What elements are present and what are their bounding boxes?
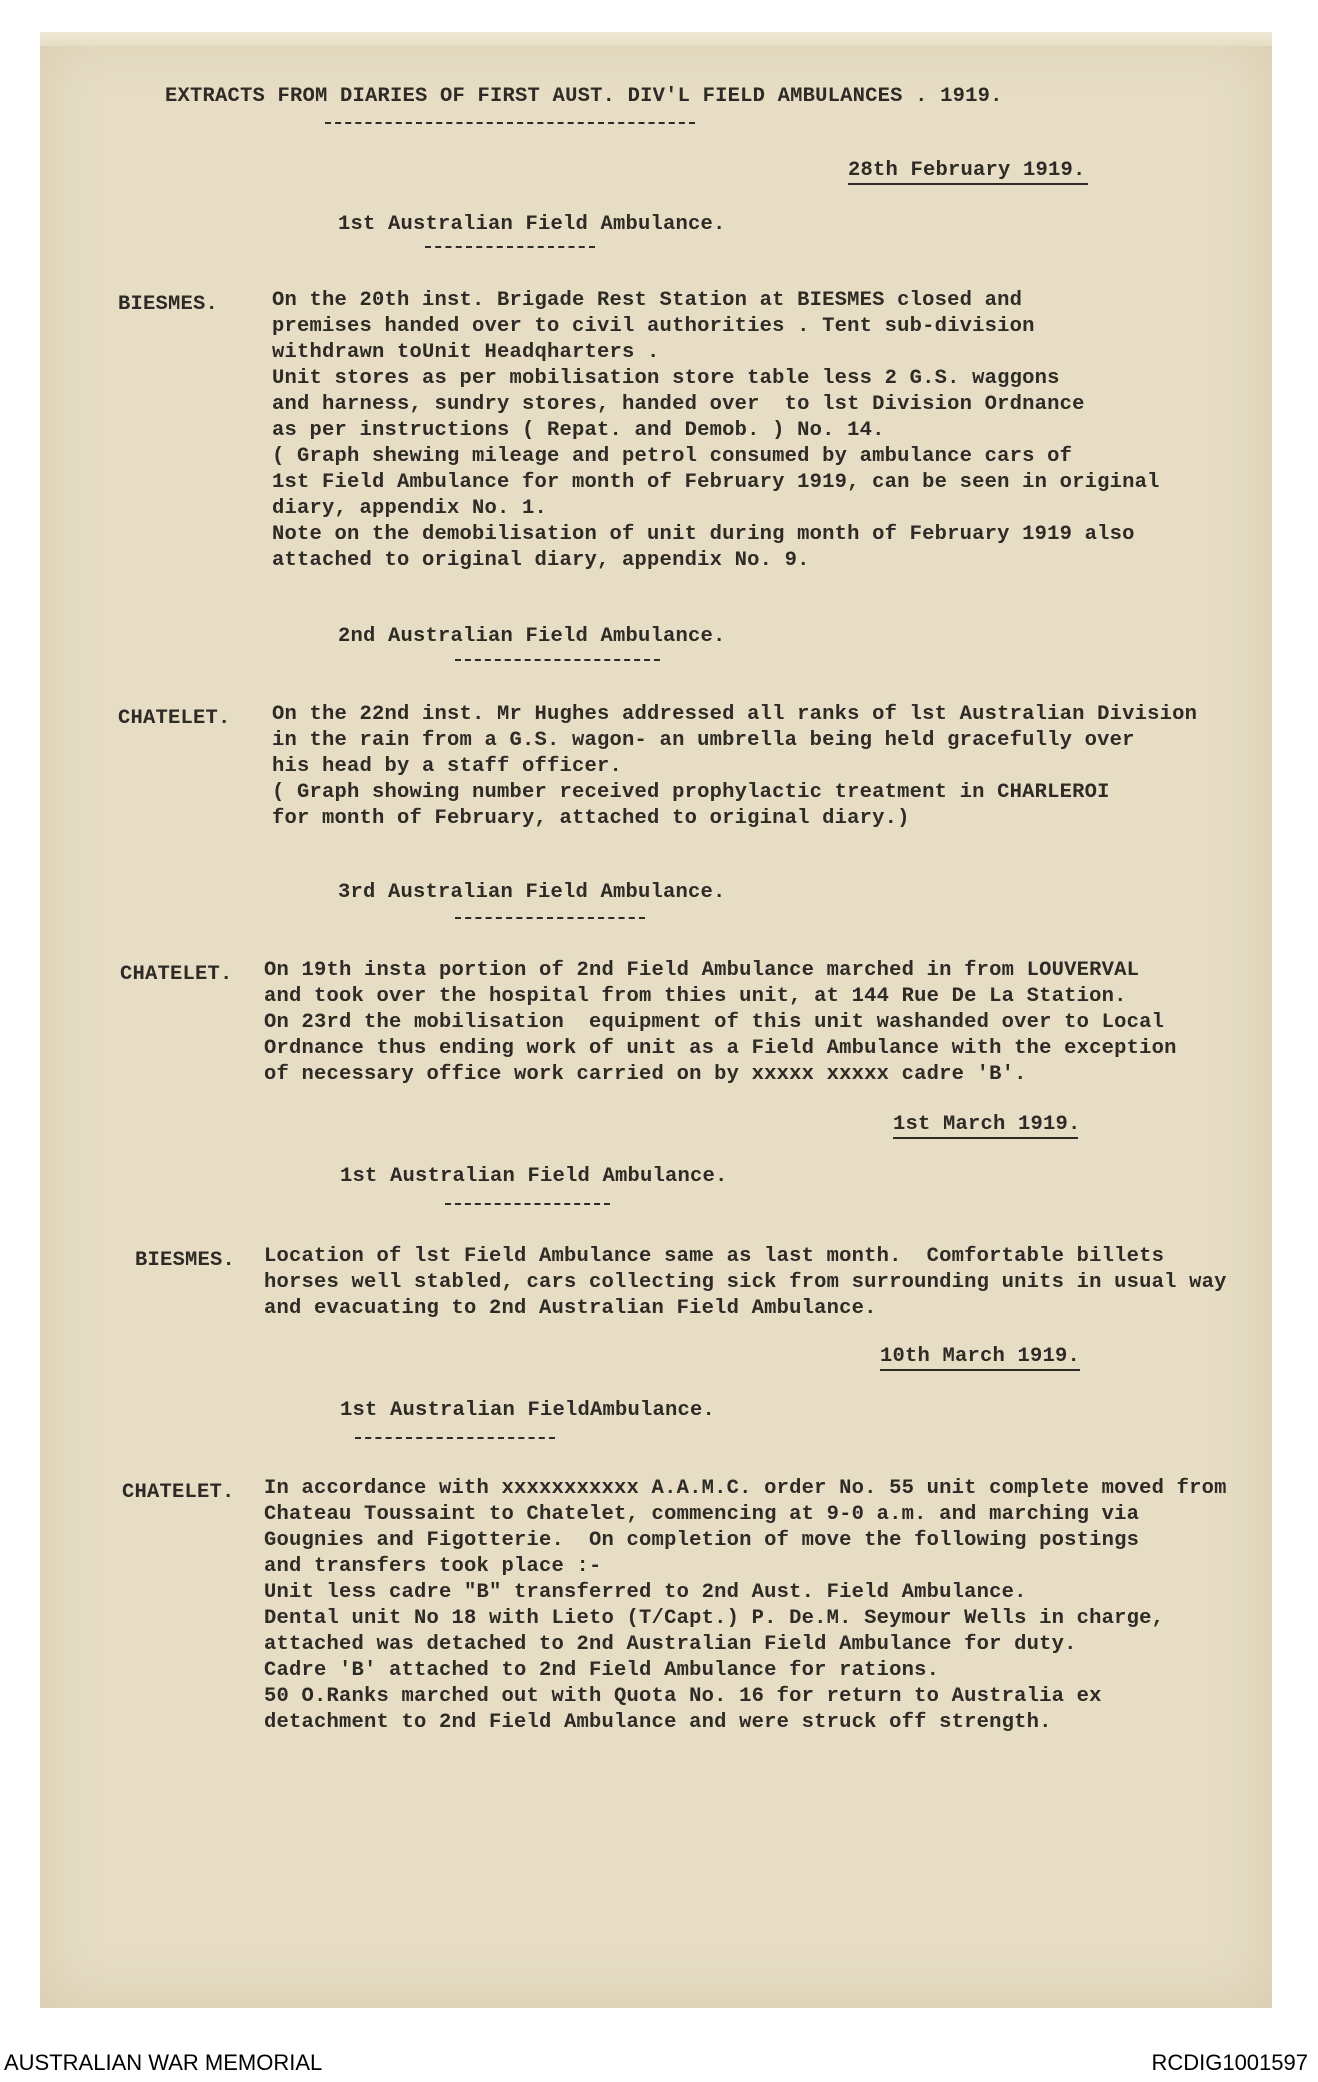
entry-line: and evacuating to 2nd Australian Field Ambulance. <box>264 1297 877 1320</box>
date-underline <box>848 183 1088 185</box>
entry-line: ( Graph shewing mileage and petrol consumed by ambulance cars of <box>272 445 1073 468</box>
entry-line: Note on the demobilisation of unit during month of February 1919 also <box>272 523 1135 546</box>
date-underline <box>880 1369 1080 1371</box>
entry-date: 28th February 1919. <box>848 159 1086 182</box>
unit-underline <box>425 246 595 248</box>
entry-line: of necessary office work carried on by xxxxx xxxxx cadre 'B'. <box>264 1063 1027 1086</box>
unit-heading: 1st Australian Field Ambulance. <box>340 1165 728 1188</box>
entry-line: Chateau Toussaint to Chatelet, commencing at 9-0 a.m. and marching via <box>264 1503 1140 1526</box>
entry-line: Location of lst Field Ambulance same as last month. Comfortable billets <box>264 1245 1165 1268</box>
entry-line: his head by a staff officer. <box>272 755 623 778</box>
unit-underline <box>445 1203 610 1205</box>
place-label: BIESMES. <box>135 1249 236 1272</box>
entry-line: detachment to 2nd Field Ambulance and were struck off strength. <box>264 1711 1052 1734</box>
entry-date: 1st March 1919. <box>893 1113 1081 1136</box>
place-label: CHATELET. <box>122 1481 235 1504</box>
entry-line: On the 20th inst. Brigade Rest Station at BIESMES closed and <box>272 289 1023 312</box>
entry-line: diary, appendix No. 1. <box>272 497 548 520</box>
footer-id: RCDIG1001597 <box>1151 2050 1308 2075</box>
entry-line: premises handed over to civil authorities . Tent sub-division <box>272 315 1035 338</box>
entry-line: Dental unit No 18 with Lieto (T/Capt.) P. De.M. Seymour Wells in charge, <box>264 1607 1165 1630</box>
unit-underline <box>355 1437 555 1439</box>
entry-line: for month of February, attached to original diary.) <box>272 807 910 830</box>
entry-line: On 19th insta portion of 2nd Field Ambulance marched in from LOUVERVAL <box>264 959 1140 982</box>
entry-line: withdrawn toUnit Headqharters . <box>272 341 660 364</box>
entry-line: attached was detached to 2nd Australian Field Ambulance for duty. <box>264 1633 1077 1656</box>
unit-heading: 2nd Australian Field Ambulance. <box>338 625 726 648</box>
place-label: BIESMES. <box>118 293 219 316</box>
entry-line: as per instructions ( Repat. and Demob. ) No. 14. <box>272 419 885 442</box>
entry-line: horses well stabled, cars collecting sick from surrounding units in usual way <box>264 1271 1227 1294</box>
entry-line: Cadre 'B' attached to 2nd Field Ambulance for rations. <box>264 1659 940 1682</box>
entry-line: Ordnance thus ending work of unit as a Field Ambulance with the exception <box>264 1037 1177 1060</box>
entry-line: ( Graph showing number received prophylactic treatment in CHARLEROI <box>272 781 1110 804</box>
unit-heading: 1st Australian Field Ambulance. <box>338 213 726 236</box>
place-label: CHATELET. <box>120 963 233 986</box>
entry-line: 50 O.Ranks marched out with Quota No. 16 for return to Australia ex <box>264 1685 1102 1708</box>
entry-line: Unit stores as per mobilisation store table less 2 G.S. waggons <box>272 367 1060 390</box>
entry-line: in the rain from a G.S. wagon- an umbrella being held gracefully over <box>272 729 1135 752</box>
title-underline <box>325 122 695 124</box>
entry-line: On the 22nd inst. Mr Hughes addressed all ranks of lst Australian Division <box>272 703 1198 726</box>
entry-line: Unit less cadre "B" transferred to 2nd Aust. Field Ambulance. <box>264 1581 1027 1604</box>
entry-line: On 23rd the mobilisation equipment of this unit washanded over to Local <box>264 1011 1165 1034</box>
document-title: EXTRACTS FROM DIARIES OF FIRST AUST. DIV'L FIELD AMBULANCES . 1919. <box>165 85 1003 108</box>
entry-line: attached to original diary, appendix No. 9. <box>272 549 810 572</box>
entry-line: and took over the hospital from thies unit, at 144 Rue De La Station. <box>264 985 1127 1008</box>
entry-line: Gougnies and Figotterie. On completion of move the following postings <box>264 1529 1140 1552</box>
entry-line: In accordance with xxxxxxxxxxx A.A.M.C. order No. 55 unit complete moved from <box>264 1477 1227 1500</box>
entry-line: and harness, sundry stores, handed over to lst Division Ordnance <box>272 393 1085 416</box>
footer-source: AUSTRALIAN WAR MEMORIAL <box>4 2050 323 2075</box>
date-underline <box>893 1137 1078 1139</box>
entry-line: and transfers took place :- <box>264 1555 602 1578</box>
unit-underline <box>455 917 645 919</box>
entry-line: 1st Field Ambulance for month of February 1919, can be seen in original <box>272 471 1160 494</box>
unit-heading: 1st Australian FieldAmbulance. <box>340 1399 716 1422</box>
unit-heading: 3rd Australian Field Ambulance. <box>338 881 726 904</box>
place-label: CHATELET. <box>118 707 231 730</box>
unit-underline <box>455 659 660 661</box>
entry-date: 10th March 1919. <box>880 1345 1081 1368</box>
